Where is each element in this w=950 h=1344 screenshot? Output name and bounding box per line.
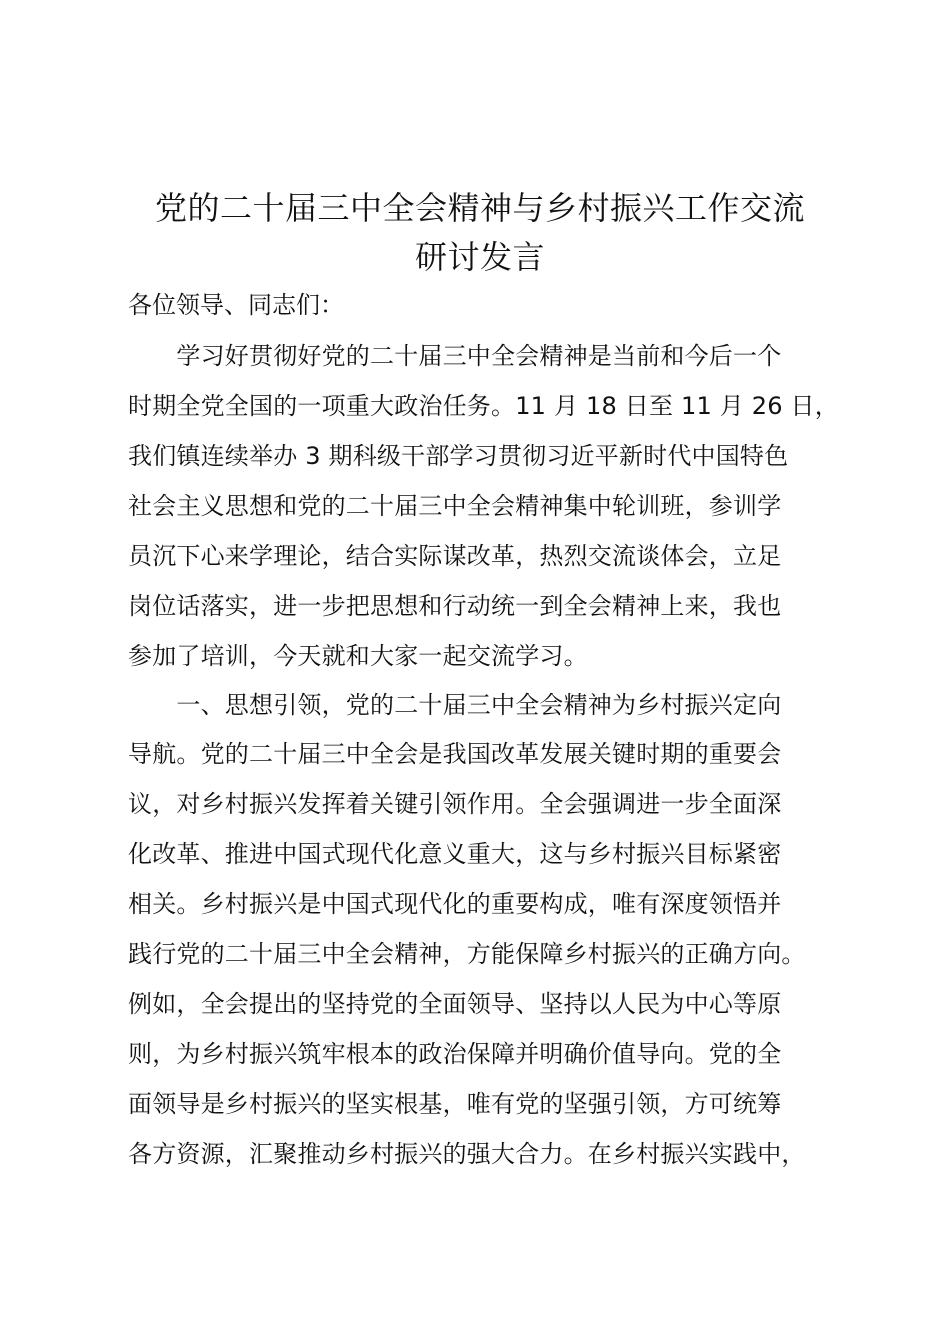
body-line: 参加了培训，今天就和大家一起交流学习。 <box>128 642 588 670</box>
body-line: 则，为乡村振兴筑牢根本的政治保障并明确价值导向。党的全 <box>128 1040 782 1068</box>
body-line: 例如，全会提出的坚持党的全面领导、坚持以人民为中心等原 <box>128 990 782 1018</box>
body-line: 员沉下心来学理论，结合实际谋改革，热烈交流谈体会，立足 <box>128 542 782 570</box>
body-line: 导航。党的二十届三中全会是我国改革发展关键时期的重要会 <box>128 740 782 768</box>
body-line: 践行党的二十届三中全会精神，方能保障乡村振兴的正确方向。 <box>128 940 806 968</box>
body-line: 化改革、推进中国式现代化意义重大，这与乡村振兴目标紧密 <box>128 840 782 868</box>
body-line: 各方资源，汇聚推动乡村振兴的强大合力。在乡村振兴实践中， <box>128 1140 806 1168</box>
document-title-line-1: 党的二十届三中全会精神与乡村振兴工作交流 <box>154 189 805 227</box>
document-title-line-2: 研讨发言 <box>414 238 545 276</box>
body-line: 议，对乡村振兴发挥着关键引领作用。全会强调进一步全面深 <box>128 790 782 818</box>
body-line: 学习好贯彻好党的二十届三中全会精神是当前和今后一个 <box>128 342 782 370</box>
salutation: 各位领导、同志们： <box>128 291 344 319</box>
body-line: 时期全党全国的一项重大政治任务。11 月 18 日至 11 月 26 日， <box>128 392 839 420</box>
body-line: 一、思想引领，党的二十届三中全会精神为乡村振兴定向 <box>128 691 782 719</box>
body-line: 我们镇连续举办 3 期科级干部学习贯彻习近平新时代中国特色 <box>128 442 789 470</box>
body-line: 面领导是乡村振兴的坚实根基，唯有党的坚强引领，方可统筹 <box>128 1090 782 1118</box>
body-line: 岗位话落实，进一步把思想和行动统一到全会精神上来，我也 <box>128 592 782 620</box>
body-line: 社会主义思想和党的二十届三中全会精神集中轮训班，参训学 <box>128 492 782 520</box>
body-line: 相关。乡村振兴是中国式现代化的重要构成，唯有深度领悟并 <box>128 890 782 918</box>
